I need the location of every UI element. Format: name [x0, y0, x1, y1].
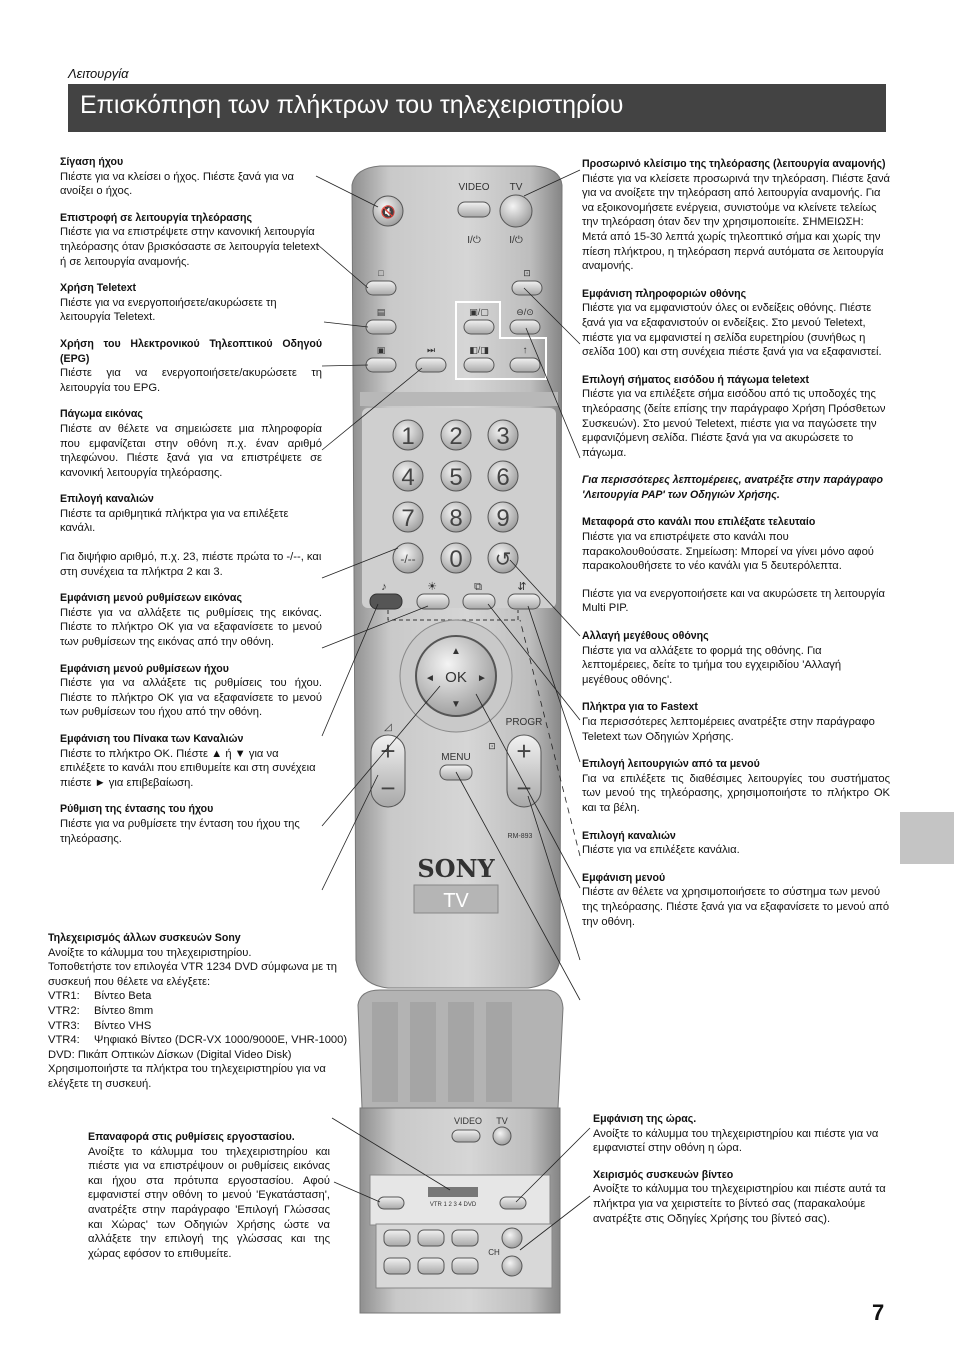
screen-size-button [508, 594, 540, 609]
svg-text:⊡: ⊡ [523, 268, 531, 278]
time-button [500, 1197, 526, 1209]
sony-devices-annotation: Τηλεχειρισμός άλλων συσκευών Sony Ανοίξτε το κάλυμμα του τηλεχειριστηρίου. Τοποθετήστε τον επιλογέα VTR 1234 DVD σύμφωνα με τη συσκευή που θέλετε να ελέγξετε: VTR1: Βίντεο Beta VTR2: Βίντεο 8mm VTR3: Βίντεο VHS VTR4: Ψηφιακό Βίντεο (DCR-VX 1000/9000E, VHR-1000) DVD: Πικάπ Οπτικών Δίσκων (Digital Video Disk) Χρησιμοποιήστε τα πλήκτρα του τηλεχειριστηρίου για να ελέγξετε τη συσκευή. [48, 931, 358, 1092]
right-bottom-annotations [593, 1112, 888, 1238]
svg-text:9: 9 [496, 505, 510, 532]
multipip-annotation: Πιέστε για να ενεργοποιήσετε και να ακυρώσετε τη λειτουργία Multi PIP. [582, 587, 885, 615]
svg-text:⏭: ⏭ [426, 345, 436, 355]
svg-text:◄: ◄ [425, 673, 435, 684]
mute-annotation: Σίγαση ήχου Πιέστε για να κλείσει ο ήχος. Πιέστε ξανά για να ανοίξει ο ήχος. [60, 156, 294, 198]
input-annotation: Επιλογή σήματος εισόδου ή πάγωμα teletext Πιέστε για να επιλέξετε σήμα εισόδου από τις υποδοχές της τηλεόρασης (δείτε επίσης την παράγραφο Χρήση Πρόσθετων Συσκευών). Στο μενού Teletext, πιέστε για να παγώσετε την εμφανιζόμενη σελίδα. Πιέστε ξανά για να ακυρώσετε το πάγωμα. [582, 373, 886, 459]
pap-button-1 [464, 320, 494, 334]
svg-text:OK: OK [445, 669, 467, 686]
svg-text:+: + [516, 736, 532, 766]
pap-button-3 [510, 358, 540, 372]
left-annotations [60, 155, 322, 858]
page-number: 7 [872, 1300, 885, 1325]
svg-text:8: 8 [449, 505, 463, 532]
svg-text:VTR 1 2 3 4 DVD: VTR 1 2 3 4 DVD [429, 1202, 477, 1208]
section-label: Λειτουργία [68, 66, 129, 81]
tv-mode-button [366, 281, 396, 295]
volume-annotation: Ρύθμιση της έντασης του ήχου Πιέστε για να ρυθμίσετε την ένταση του ήχου της τηλεόρασης. [60, 803, 300, 845]
svg-text:I/⏻: I/⏻ [509, 235, 523, 246]
svg-text:▼: ▼ [451, 699, 461, 710]
vtr-selector [428, 1187, 478, 1197]
svg-text:6: 6 [496, 464, 510, 491]
svg-text:5: 5 [449, 464, 463, 491]
svg-text:4: 4 [401, 464, 415, 491]
freeze-annotation: Πάγωμα εικόνας Πιέστε αν θέλετε να σημειώσετε μια πληροφορία που εμφανίζεται στην οθόνη π.χ. έναν αριθμό τηλεφώνου. Πιέστε ξανά για να επιστρέψετε σε κανονική λειτουργία τηλεόρασης. [60, 408, 322, 479]
channels-annotation: Επιλογή καναλιών Πιέστε για να επιλέξετε κανάλια. [582, 829, 740, 857]
svg-text:☀: ☀ [427, 581, 437, 593]
svg-text:□: □ [378, 268, 384, 278]
svg-text:3: 3 [496, 423, 510, 450]
tv-label: TV [509, 182, 523, 193]
video-annotation: Χειρισμός συσκευών βίντεο Ανοίξτε το κάλυμμα του τηλεχειριστηρίου και πιέστε αυτά τα πλήκτρα για να χειριστείτε το βίντεό σας (παρακαλούμε ανατρέξτε στις Οδηγίες Χρήσης του βίντεό σας). [593, 1168, 886, 1225]
video-label: VIDEO [458, 182, 490, 193]
pap-button-2 [464, 358, 494, 372]
svg-text:◧/◨: ◧/◨ [469, 345, 489, 355]
svg-text:▣: ▣ [376, 345, 386, 355]
factory-reset-button [378, 1197, 404, 1209]
info-button [512, 281, 542, 295]
svg-text:I/⏻: I/⏻ [467, 235, 481, 246]
page-title: Επισκόπηση των πλήκτρων του τηλεχειριστηρίου [80, 91, 624, 119]
vtr-list: VTR1: Βίντεο Beta VTR2: Βίντεο 8mm VTR3: Βίντεο VHS VTR4: Ψηφιακό Βίντεο (DCR-VX 1000/9000E, VHR-1000) DVD: Πικάπ Οπτικών Δίσκων (Digital Video Disk) [48, 990, 348, 1061]
channel-table-annotation: Εμφάνιση του Πίνακα των Καναλιών Πιέστε το πλήκτρο OK. Πιέστε ▲ ή ▼ για να επιλέξετε το κανάλι που επιθυμείτε και στη συνέχεια πιέστε ► για επιβεβαίωση. [60, 733, 316, 789]
svg-text:⧉: ⧉ [474, 581, 482, 593]
tv-power-button [500, 195, 532, 227]
svg-text:▲: ▲ [451, 646, 461, 657]
fastext-annotation: Πλήκτρα για το Fastext Για περισσότερες λεπτομέρειες ανατρέξτε στην παράγραφο Teletext των Οδηγιών Χρήσης. [582, 701, 875, 743]
svg-text:🔇: 🔇 [380, 205, 396, 219]
picture-menu-button [417, 594, 449, 609]
svg-text:MENU: MENU [441, 752, 471, 763]
svg-text:+: + [380, 736, 396, 766]
tv-mode-annotation: Επιστροφή σε λειτουργία τηλεόρασης Πιέστε για να επιστρέψετε στην κανονική λειτουργία τηλεόρασης όταν βρισκόσαστε σε λειτουργία teletext ή σε λειτουργία αναμονής. [60, 211, 319, 268]
last-channel-annotation: Μεταφορά στο κανάλι που επιλέξατε τελευταίο Πιέστε για να επιστρέψετε στο κανάλι που παρακολουθούσατε. Σημείωση: Μπορεί να γίνει μόνο αφού παρακολουθήσετε το νέο κανάλι για 5 δευτερόλεπτα. [582, 516, 874, 573]
svg-text:◿: ◿ [384, 722, 392, 733]
input-button [510, 320, 540, 334]
video-power-button [458, 202, 490, 217]
svg-text:1: 1 [401, 423, 415, 450]
side-tab [900, 812, 954, 864]
sound-menu-button [370, 594, 402, 609]
svg-text:-/--: -/-- [400, 552, 416, 566]
svg-text:−: − [516, 773, 532, 803]
teletext-annotation: Χρήση Teletext Πιέστε για να ενεργοποιήσετε/ακυρώσετε τη λειτουργία Teletext. [60, 282, 277, 324]
picture-menu-annotation: Εμφάνιση μενού ρυθμίσεων εικόνας Πιέστε για να αλλάξετε τις ρυθμίσεις της εικόνας. Πιέστε το πλήκτρο OK για να εξαφανίσετε το μενού των ρυθμίσεων της εικόνας από την οθόνη. [60, 592, 322, 649]
svg-text:RM-893: RM-893 [507, 833, 533, 840]
svg-text:▤: ▤ [376, 307, 386, 317]
brand-logo: SONY [417, 854, 495, 883]
right-annotations [582, 157, 890, 942]
svg-text:⊡: ⊡ [488, 741, 496, 751]
svg-text:0: 0 [449, 546, 463, 573]
svg-text:7: 7 [401, 505, 415, 532]
epg-annotation: Χρήση του Ηλεκτρονικού Τηλεοπτικού Οδηγού (EPG) Πιέστε για να ενεργοποιήσετε/ακυρώσετε τη λειτουργία του EPG. [60, 337, 322, 394]
svg-text:↑: ↑ [522, 345, 528, 356]
svg-text:CH: CH [488, 1248, 500, 1257]
screen-size-annotation: Αλλαγή μεγέθους οθόνης Πιέστε για να αλλάξετε το φορμά της οθόνης. Για λεπτομέρειες, δείτε το τμήμα του εγχειριδίου 'Αλλαγή μεγέθους οθόνης'. [582, 630, 842, 686]
teletext-button [366, 320, 396, 334]
time-annotation: Εμφάνιση της ώρας. Ανοίξτε το κάλυμμα του τηλεχειριστηρίου και πιέστε για να εμφανιστεί στην οθόνη η ώρα. [593, 1113, 879, 1155]
menu-select-annotation: Επιλογή λειτουργιών από τα μενού Για να επιλέξετε τις διαθέσιμες λειτουργίες του συστήματος των μενού της τηλεόρασης, χρησιμοποιήστε το πλήκτρο OK και τα βέλη. [582, 758, 890, 814]
svg-text:VIDEO: VIDEO [453, 1116, 483, 1126]
svg-text:⊖/⊙: ⊖/⊙ [516, 307, 534, 317]
svg-text:PROGR: PROGR [505, 717, 543, 728]
svg-text:▣/▢: ▣/▢ [469, 307, 489, 317]
svg-text:►: ► [477, 673, 487, 684]
factory-reset-annotation: Επαναφορά στις ρυθμίσεις εργοστασίου. Ανοίξτε το κάλυμμα του τηλεχειριστηρίου και πιέστε για να επιστρέψουν οι ρυθμίσεις εικόνας και ήχου στα πρότυπα εργοστασίου. Αφού εμφανιστεί στην οθόνη το μενού 'Εγκατάσταση', ανατρέξτε στην παράγραφο 'Επιλογή Γλώσσας και Χώρας' των Οδηγιών Χρήσης ώστε να αλλάξετε την επιλογή της γλώσσας και της χώρας εφόσον το επιθυμείτε. [88, 1131, 330, 1260]
freeze-button [416, 358, 446, 372]
svg-text:2: 2 [449, 423, 463, 450]
sound-menu-annotation: Εμφάνιση μενού ρυθμίσεων ήχου Πιέστε για να αλλάξετε τις ρυθμίσεις του ήχου. Πιέστε το πλήκτρο OK για να εξαφανίσετε το μενού των ρυθμίσεων του ήχου από την οθόνη. [60, 662, 322, 719]
standby-annotation: Προσωρινό κλείσιμο της τηλεόρασης (λειτουργία αναμονής) Πιέστε για να κλείσετε προσωρινά την τηλεόραση. Πιέστε ξανά για να ανοίξετε την τηλεόραση από λειτουργία αναμονής. Για να εξοικονομήσετε ενέργεια, συνιστούμε να κλείνετε τελείως την τηλεόραση όταν δεν την χρησιμοποιείτε. ΣΗΜΕΙΩΣΗ: Μετά από 15-30 λεπτά χωρίς τηλεοπτικό σήμα και χωρίς την πίεση πλήκτρου, η τηλεόραση περνά αυτόματα σε λειτουργία αναμονής. [582, 158, 891, 273]
svg-text:♪: ♪ [381, 581, 387, 593]
svg-text:TV: TV [496, 1116, 508, 1126]
info-annotation: Εμφάνιση πληροφοριών οθόνης Πιέστε για να εμφανιστούν όλες οι ενδείξεις οθόνης. Πιέστε ξανά για να εξαφανιστούν οι ενδείξεις. Στο μενού Teletext, πιέστε για να εμφανιστεί η σελίδα ευρετηρίου (συνήθως η σελίδα 100) και στη συνέχεια πιέστε ξανά για να εξαφανιστεί. [582, 287, 882, 359]
menu-annotation: Εμφάνιση μενού Πιέστε αν θέλετε να χρησιμοποιήσετε το σύστημα των μενού της τηλεόρασης. Πιέστε ξανά για να εξαφανίσετε το μενού από την οθόνη. [582, 871, 890, 928]
epg-button [366, 358, 396, 372]
pap-note: Για περισσότερες λεπτομέρειες, ανατρέξτε στην παράγραφο 'Λειτουργία PAP' των Οδηγιών Χρήσης. [582, 474, 883, 501]
svg-text:−: − [380, 773, 396, 803]
svg-text:↺: ↺ [494, 549, 512, 571]
svg-text:⇵: ⇵ [517, 581, 527, 593]
svg-text:TV: TV [443, 890, 469, 912]
channel-select-annotation: Επιλογή καναλιών Πιέστε τα αριθμητικά πλήκτρα για να επιλέξετε κανάλι. Για διψήφιο αριθμό, π.χ. 23, πιέστε πρώτα το -/--, και στη συνέχεια τα πλήκτρα 2 και 3. [60, 493, 322, 578]
